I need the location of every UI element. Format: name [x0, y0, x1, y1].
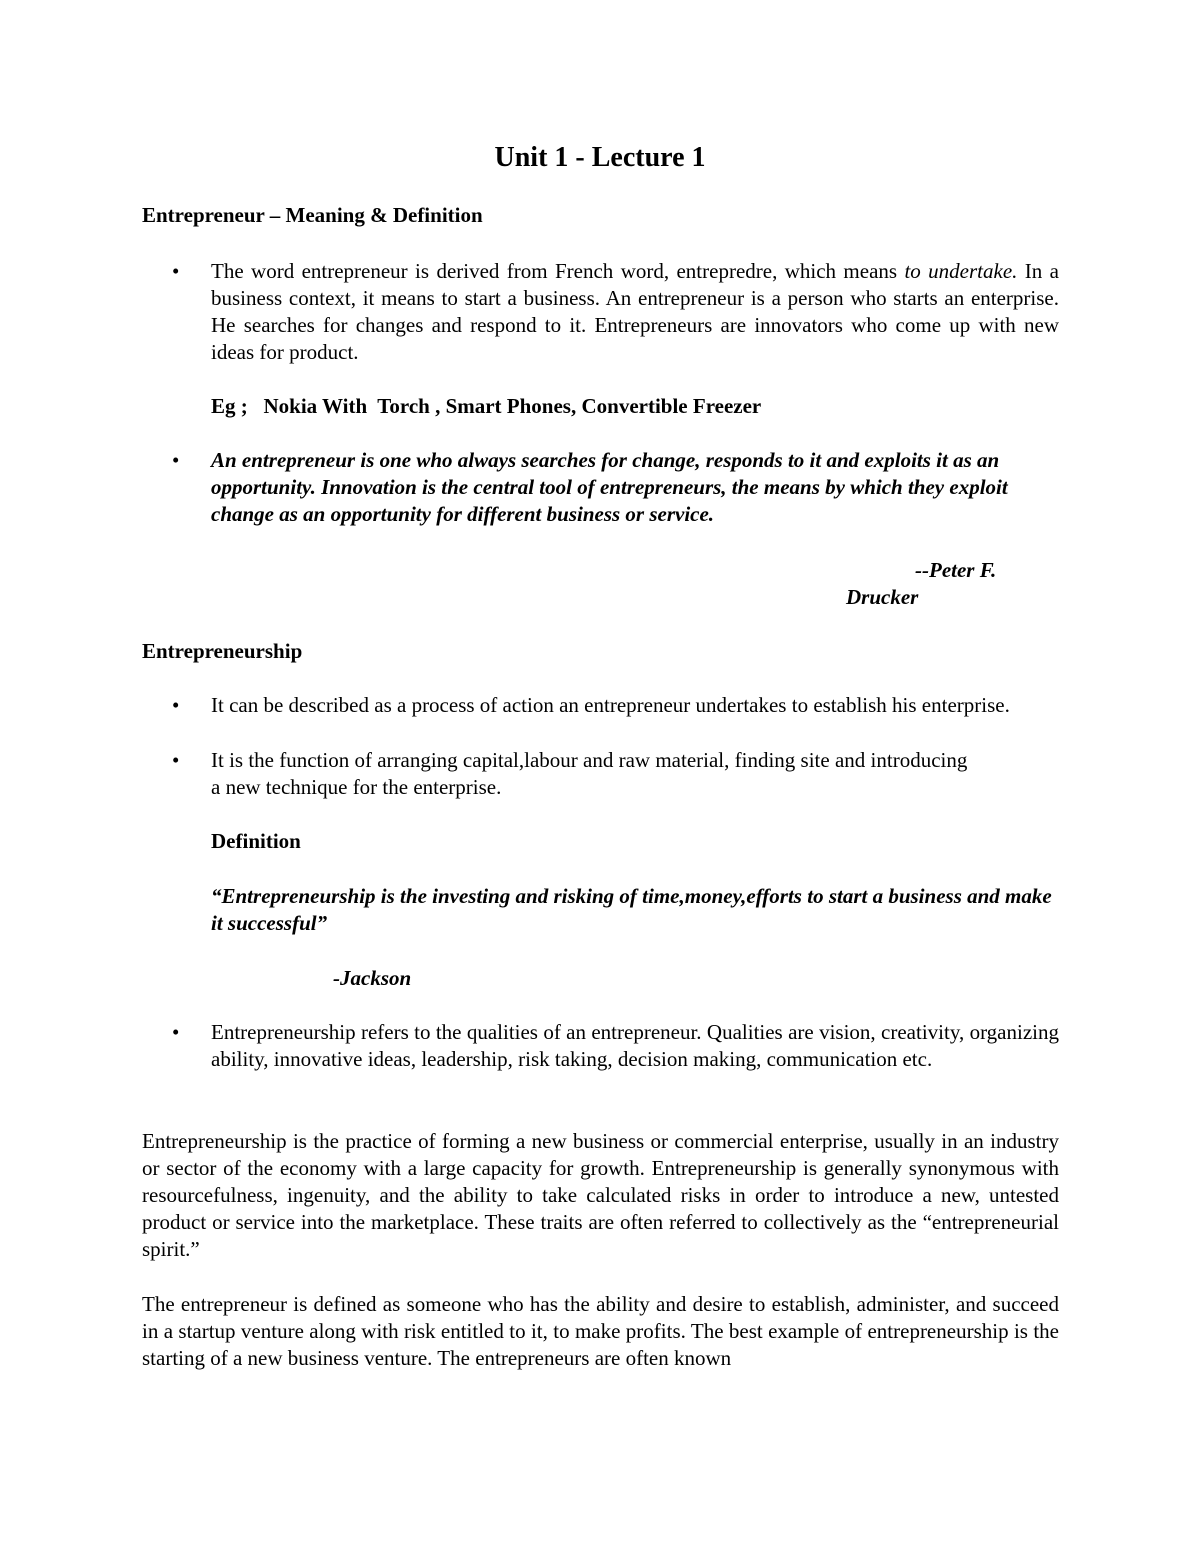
bullet-text-part: In a business context, it means to start a business. An entrepreneur is a person who starts an enterprise. He searches for changes and respond to it. Entrepreneurs are innovators who come up with new ideas for product.: [211, 259, 1059, 364]
bullet-process: It can be described as a process of action an entrepreneur undertakes to establish his enterprise.: [211, 693, 1010, 717]
drucker-quote: An entrepreneur is one who always searches for change, responds to it and exploits it as an opportunity. Innovation is the central tool of entrepreneurs, the means by which they exploit change as an opportunity for different business or service.: [211, 448, 1008, 526]
bullet-glyph: •: [172, 259, 180, 283]
bullet-glyph: •: [172, 448, 180, 472]
attribution-surname: Drucker: [846, 585, 919, 609]
bullet-glyph: •: [172, 1020, 180, 1044]
paragraph-practice: Entrepreneurship is the practice of forming a new business or commercial enterprise, usually in an industry or sector of the economy with a large capacity for growth. Entrepreneurship is generally synonymous with resourcefulness, ingenuity, and the ability to take calculated risks in order to introduce a new, untested product or service into the marketplace. These traits are often referred to collectively as the “entrepreneurial spirit.”: [142, 1129, 1059, 1261]
section-heading-entrepreneur: Entrepreneur – Meaning & Definition: [142, 203, 483, 227]
definition-heading: Definition: [211, 829, 301, 853]
bullet-qualities: Entrepreneurship refers to the qualities of an entrepreneur. Qualities are vision, creativity, organizing ability, innovative ideas, leadership, risk taking, decision making, communication etc.: [211, 1020, 1059, 1071]
jackson-attribution: -Jackson: [333, 966, 412, 990]
bullet-text-part: The word entrepreneur is derived from French word, entrepredre, which means: [211, 259, 905, 283]
attribution-name: --Peter F.: [915, 558, 997, 582]
bullet-text-italic: to undertake.: [904, 259, 1018, 283]
page-title: Unit 1 - Lecture 1: [494, 142, 706, 173]
bullet-function: It is the function of arranging capital,labour and raw material, finding site and introducing a new technique for the enterprise.: [211, 748, 968, 799]
example-line: Eg ; Nokia With Torch , Smart Phones, Convertible Freezer: [211, 394, 762, 418]
section-heading-entrepreneurship: Entrepreneurship: [142, 639, 303, 663]
bullet-glyph: •: [172, 693, 180, 717]
jackson-quote: “Entrepreneurship is the investing and risking of time,money,efforts to start a business and make it successful”: [211, 884, 1052, 935]
paragraph-definition: The entrepreneur is defined as someone who has the ability and desire to establish, administer, and succeed in a startup venture along with risk entitled to it, to make profits. The best example of entrepreneurship is the starting of a new business venture. The entrepreneurs are often known: [142, 1292, 1059, 1370]
bullet-word-origin: [211, 258, 1059, 366]
bullet-glyph: •: [172, 748, 180, 772]
